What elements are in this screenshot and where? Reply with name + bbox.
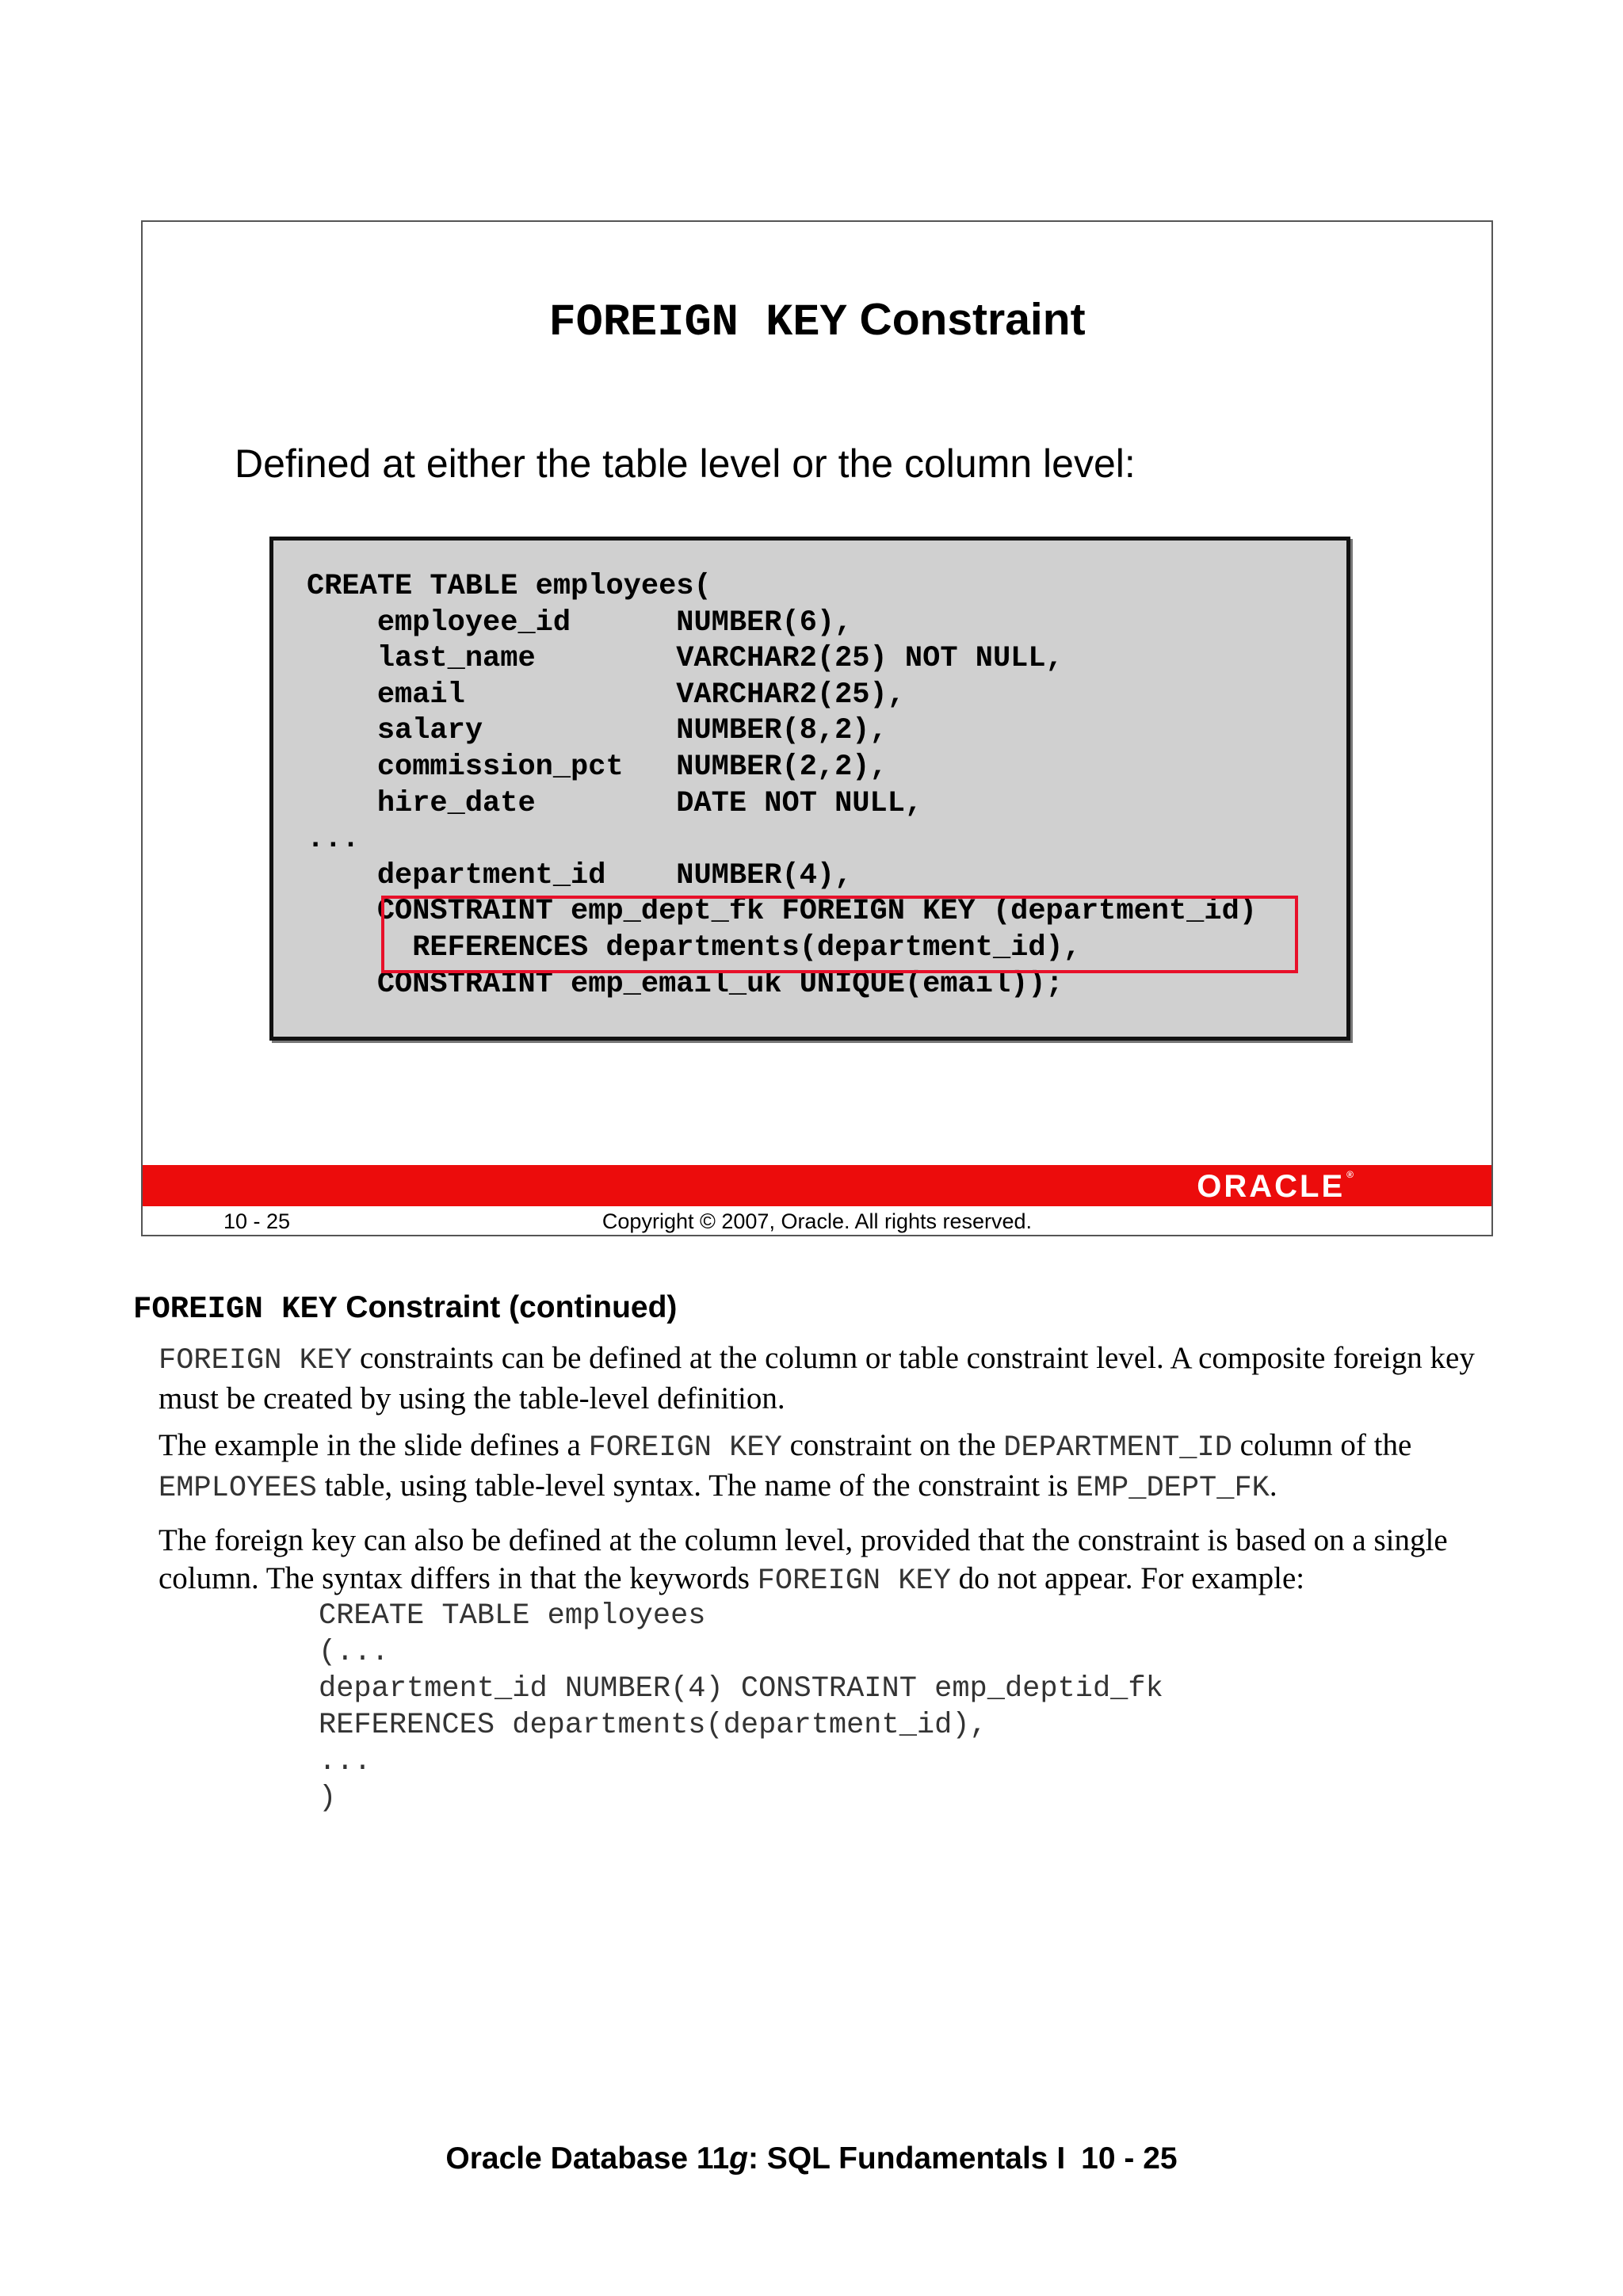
copyright-text: Copyright © 2007, Oracle. All rights reserved. — [601, 1209, 1033, 1233]
footer-title-rest: : SQL Fundamentals I — [747, 2141, 1066, 2176]
inline-code: FOREIGN KEY — [588, 1431, 782, 1465]
example-code-block — [319, 1598, 1163, 1817]
footer-page-number: 10 - 25 — [1081, 2141, 1178, 2176]
slide-subtitle: Defined at either the table level or the column level: — [235, 441, 1136, 486]
paragraph-1 — [158, 1339, 1490, 1418]
example-code-line: ) — [319, 1782, 337, 1815]
slide-footer-bar — [143, 1165, 1491, 1206]
code-box — [269, 537, 1350, 1041]
oracle-logo-text: ORACLE — [1197, 1169, 1346, 1204]
code-line: hire_date DATE NOT NULL, — [307, 786, 923, 820]
example-code-line: CREATE TABLE employees — [319, 1599, 706, 1633]
code-line: employee_id NUMBER(6), — [307, 606, 853, 640]
inline-code: FOREIGN KEY — [158, 1344, 353, 1377]
paragraph-text: do not appear. For example: — [950, 1561, 1305, 1595]
code-line: CONSTRAINT emp_dept_fk FOREIGN KEY (department_id) — [307, 895, 1257, 929]
code-line: email VARCHAR2(25), — [307, 678, 905, 712]
code-line: REFERENCES departments(department_id), — [307, 930, 1081, 965]
slide-title-text: Constraint — [859, 294, 1086, 345]
notes-heading — [133, 1290, 677, 1327]
oracle-logo — [1197, 1169, 1354, 1205]
code-line: CONSTRAINT emp_email_uk UNIQUE(email)); — [307, 967, 1064, 1001]
code-line: last_name VARCHAR2(25) NOT NULL, — [307, 642, 1064, 676]
inline-code: DEPARTMENT_ID — [1003, 1431, 1232, 1465]
inline-code: FOREIGN KEY — [757, 1564, 951, 1598]
footer-title-g: g — [729, 2141, 748, 2176]
notes-heading-text: Constraint (continued) — [346, 1290, 678, 1324]
code-line: salary NUMBER(8,2), — [307, 714, 888, 748]
paragraph-text: The foreign key can also be defined at the column level, provided that the constraint is based on a single column. The syntax differs in that the keywords — [158, 1523, 1448, 1595]
page-footer — [0, 2141, 1623, 2176]
code-line: department_id NUMBER(4), — [307, 858, 853, 892]
example-code-line: ... — [319, 1745, 372, 1778]
slide-title-keyword: FOREIGN KEY — [548, 298, 847, 349]
notes-heading-keyword: FOREIGN KEY — [133, 1292, 338, 1327]
footer-title: Oracle Database 11 — [445, 2141, 730, 2176]
paragraph-text: . — [1269, 1469, 1277, 1503]
slide-frame — [141, 220, 1493, 1236]
foreign-key-highlight — [381, 896, 1298, 973]
paragraph-2 — [158, 1427, 1490, 1507]
paragraph-text: column of the — [1232, 1428, 1412, 1462]
paragraph-text: The example in the slide defines a — [158, 1428, 589, 1462]
inline-code: EMPLOYEES — [158, 1472, 317, 1505]
code-line: CREATE TABLE employees( — [307, 570, 712, 603]
paragraph-text: table, using table-level syntax. The name of the constraint is — [316, 1469, 1076, 1503]
slide-number: 10 - 25 — [223, 1209, 291, 1233]
code-line: ... — [307, 823, 360, 857]
paragraph-text: constraints can be defined at the column or table constraint level. A composite foreign key must be created by using the table-level definition. — [158, 1341, 1475, 1415]
registered-mark: ® — [1346, 1169, 1354, 1180]
example-code-line: department_id NUMBER(4) CONSTRAINT emp_deptid_fk — [319, 1672, 1163, 1706]
example-code-line: REFERENCES departments(department_id), — [319, 1709, 987, 1742]
slide-title — [143, 293, 1491, 349]
paragraph-3 — [158, 1522, 1490, 1600]
code-line: commission_pct NUMBER(2,2), — [307, 750, 888, 784]
inline-code: EMP_DEPT_FK — [1075, 1472, 1270, 1505]
example-code-line: (... — [319, 1636, 389, 1669]
paragraph-text: constraint on the — [781, 1428, 1004, 1462]
